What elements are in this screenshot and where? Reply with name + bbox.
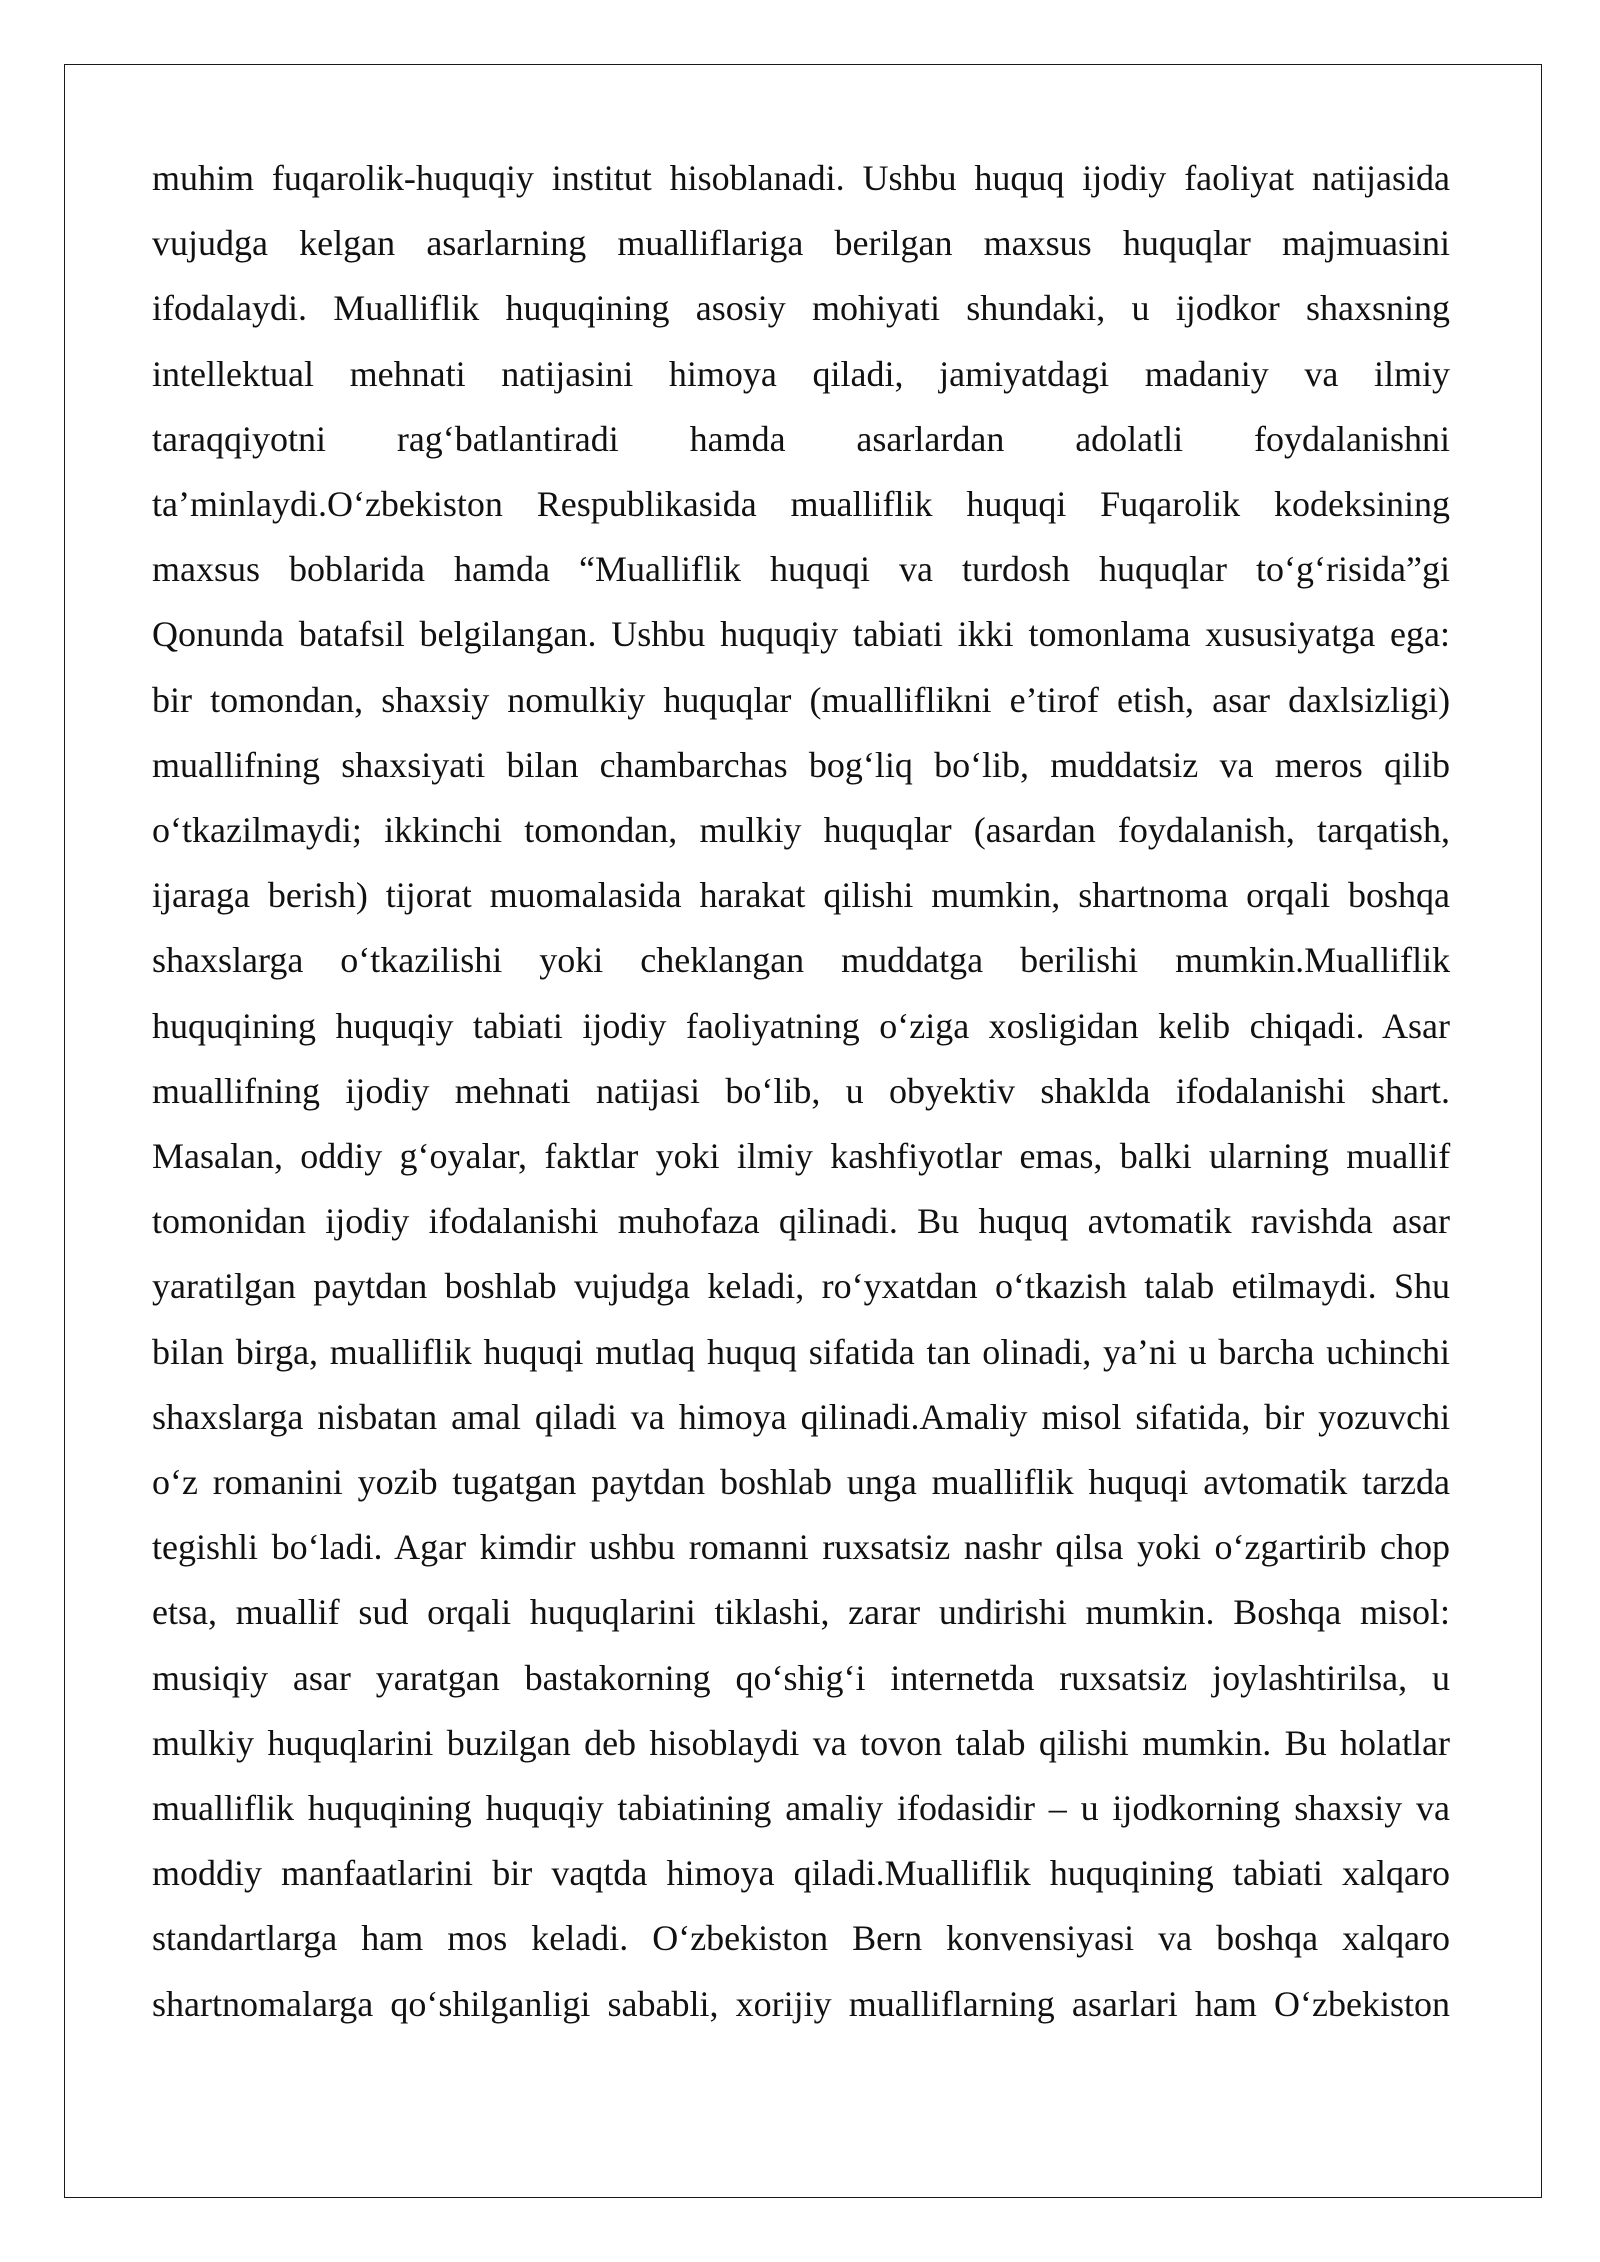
text-line: musiqiy asar yaratgan bastakorning qo‘shig‘i internetda ruxsatsiz joylashtirilsa, u [152, 1657, 1450, 1698]
document-body [152, 146, 1450, 2037]
text-line: bilan birga, mualliflik huquqi mutlaq huquq sifatida tan olinadi, ya’ni u barcha uchinchi [152, 1331, 1451, 1372]
text-line: maxsus boblarida hamda “Mualliflik huquqi va turdosh huquqlar to‘g‘risida”gi [152, 549, 1450, 590]
text-line: shaxslarga o‘tkazilishi yoki cheklangan muddatga berilishi mumkin.Mualliflik [152, 940, 1451, 981]
text-line: Qonunda batafsil belgilangan. Ushbu huquqiy tabiati ikki tomonlama xususiyatga ega: [152, 614, 1450, 655]
text-line: vujudga kelgan asarlarning mualliflariga berilgan maxsus huquqlar majmuasini [152, 223, 1450, 264]
text-line: huquqining huquqiy tabiati ijodiy faoliyatning o‘ziga xosligidan kelib chiqadi. Asar [152, 1005, 1450, 1046]
text-line: ta’minlaydi.O‘zbekiston Respublikasida mualliflik huquqi Fuqarolik kodeksining [152, 484, 1450, 525]
text-line: intellektual mehnati natijasini himoya qiladi, jamiyatdagi madaniy va ilmiy [152, 353, 1450, 394]
text-line: shartnomalarga qo‘shilganligi sababli, xorijiy mualliflarning asarlari ham O‘zbekiston [152, 1983, 1451, 2024]
text-line: yaratilgan paytdan boshlab vujudga keladi, ro‘yxatdan o‘tkazish talab etilmaydi. Shu [152, 1266, 1450, 1307]
text-line: shaxslarga nisbatan amal qiladi va himoya qilinadi.Amaliy misol sifatida, bir yozuvchi [152, 1396, 1451, 1437]
text-line: etsa, muallif sud orqali huquqlarini tiklashi, zarar undirishi mumkin. Boshqa misol: [152, 1592, 1450, 1633]
text-line: moddiy manfaatlarini bir vaqtda himoya qiladi.Mualliflik huquqining tabiati xalqaro [152, 1853, 1450, 1894]
text-line: o‘z romanini yozib tugatgan paytdan boshlab unga mualliflik huquqi avtomatik tarzda [152, 1462, 1450, 1503]
text-line: muallifning shaxsiyati bilan chambarchas bog‘liq bo‘lib, muddatsiz va meros qilib [152, 744, 1450, 785]
text-line: muallifning ijodiy mehnati natijasi bo‘lib, u obyektiv shaklda ifodalanishi shart. [152, 1070, 1450, 1111]
text-line: standartlarga ham mos keladi. O‘zbekiston Bern konvensiyasi va boshqa xalqaro [152, 1918, 1451, 1959]
text-line: ijaraga berish) tijorat muomalasida harakat qilishi mumkin, shartnoma orqali boshqa [152, 875, 1450, 916]
text-line: ifodalaydi. Mualliflik huquqining asosiy mohiyati shundaki, u ijodkor shaxsning [152, 288, 1450, 329]
text-line: Masalan, oddiy g‘oyalar, faktlar yoki ilmiy kashfiyotlar emas, balki ularning muallif [152, 1136, 1451, 1177]
text-line: tomonidan ijodiy ifodalanishi muhofaza qilinadi. Bu huquq avtomatik ravishda asar [152, 1201, 1450, 1242]
text-line: o‘tkazilmaydi; ikkinchi tomondan, mulkiy huquqlar (asardan foydalanish, tarqatish, [152, 810, 1450, 851]
text-line: bir tomondan, shaxsiy nomulkiy huquqlar (mualliflikni e’tirof etish, asar daxlsizligi) [152, 679, 1451, 720]
text-line: taraqqiyotni rag‘batlantiradi hamda asarlardan adolatli foydalanishni [152, 418, 1450, 459]
text-line: mualliflik huquqining huquqiy tabiatining amaliy ifodasidir – u ijodkorning shaxsiy va [152, 1788, 1450, 1829]
text-line: tegishli bo‘ladi. Agar kimdir ushbu romanni ruxsatsiz nashr qilsa yoki o‘zgartirib chop [152, 1527, 1450, 1568]
text-line: mulkiy huquqlarini buzilgan deb hisoblaydi va tovon talab qilishi mumkin. Bu holatlar [152, 1722, 1450, 1763]
text-line: muhim fuqarolik-huquqiy institut hisoblanadi. Ushbu huquq ijodiy faoliyat natijasida [152, 158, 1450, 198]
